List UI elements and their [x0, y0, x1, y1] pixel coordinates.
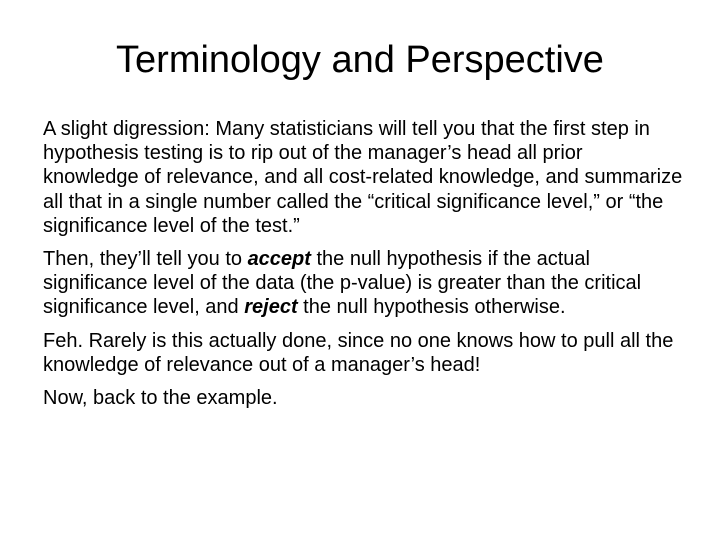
emphasis-accept: accept — [247, 248, 311, 271]
paragraph-text: the null hypothesis if the actual significance level of the data (the p-value) is greater than the critical significance level, and — [43, 248, 642, 319]
emphasis-reject: reject — [244, 296, 298, 319]
paragraph-digression: A slight digression: Many statisticians will tell you that the first step in hypothesis testing is to rip out of the manager’s head all prior knowledge of relevance, and all cost-related knowledge, and summarize all that in a single number called the “critical significance level,” or “the significance level of the test.” — [43, 118, 683, 237]
paragraph-back-to-example: Now, back to the example. — [43, 387, 278, 410]
slide-title: Terminology and Perspective — [116, 39, 604, 81]
paragraph-accept-reject — [43, 247, 683, 320]
paragraph-text: the null hypothesis otherwise. — [297, 296, 566, 319]
slide-body — [43, 117, 683, 419]
paragraph-feh: Feh. Rarely is this actually done, since no one knows how to pull all the knowledge of relevance out of a manager’s head! — [43, 329, 674, 376]
paragraph-text: Then, they’ll tell you to — [43, 248, 248, 271]
